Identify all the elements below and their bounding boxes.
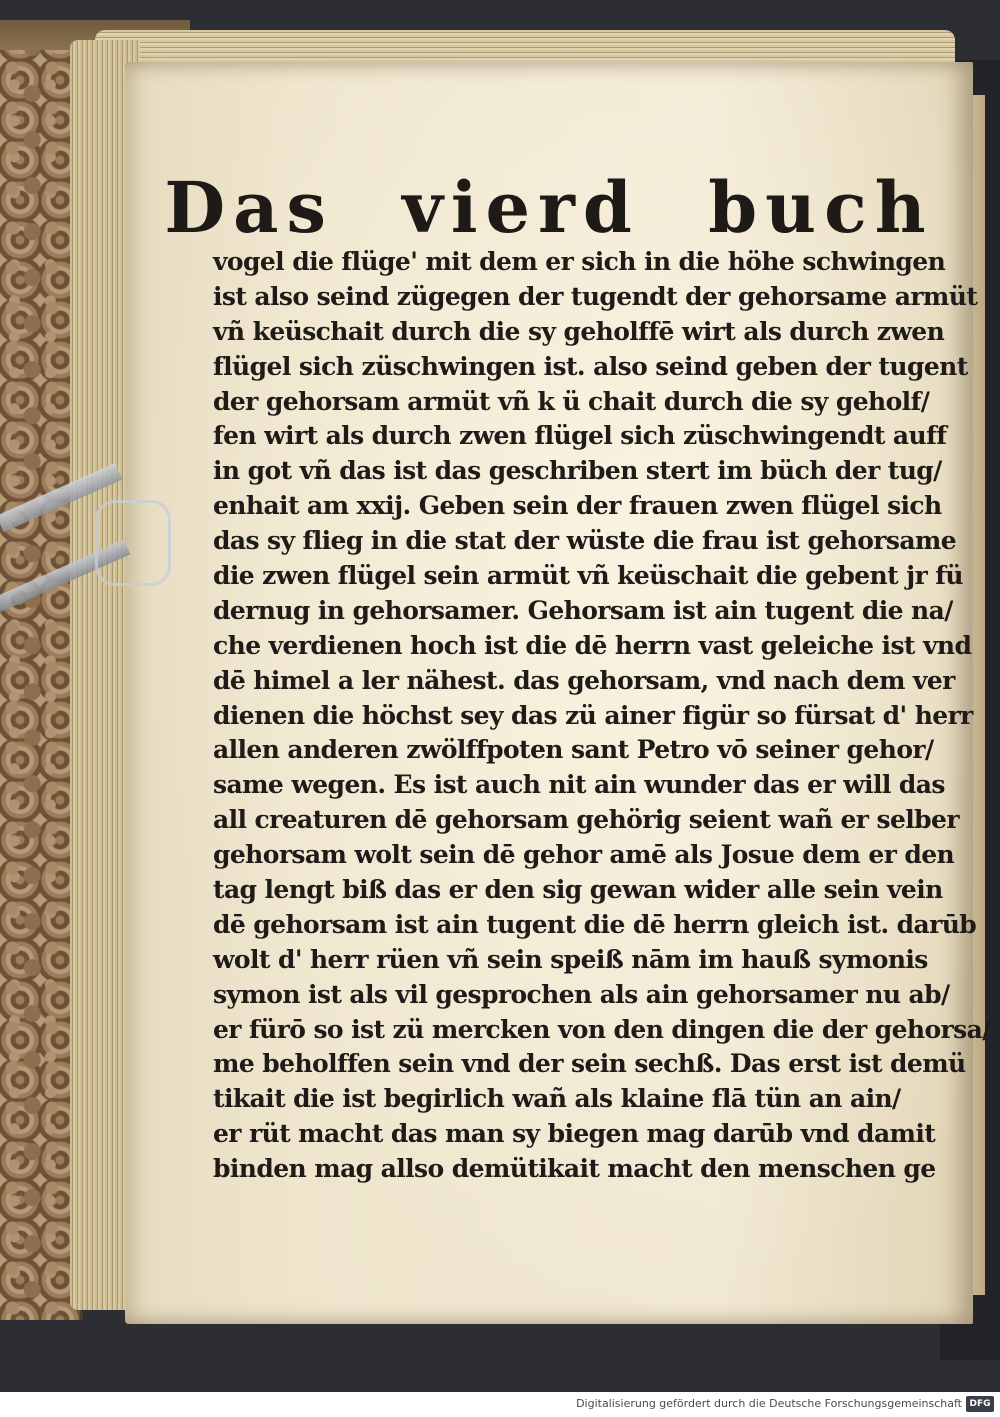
running-title: Das vierd buch xyxy=(164,166,934,249)
text-line: same wegen. Es ist auch nit ain wunder das er will das xyxy=(213,770,945,800)
text-line: vogel die flüge' mit dem er sich in die höhe schwingen xyxy=(213,247,946,276)
text-line: ist also seind zügegen der tugendt der gehorsame armüt xyxy=(213,281,978,311)
text-line: fen wirt als durch zwen flügel sich züschwingendt auff xyxy=(213,421,947,451)
text-line: che verdienen hoch ist die dē herrn vast geleiche ist vnd xyxy=(213,630,972,660)
text-line: me beholffen sein vnd der sein sechß. Das erst ist demü xyxy=(213,1049,966,1079)
text-line: binden mag allso demütikait macht den menschen ge xyxy=(213,1154,936,1184)
text-line: enhait am xxij. Geben sein der frauen zwen flügel sich xyxy=(213,491,942,521)
text-line: der gehorsam armüt vñ k ü chait durch die sy geholf/ xyxy=(213,386,930,416)
text-line: er fürō so ist zü mercken von den dingen die der gehorsa/ xyxy=(213,1014,991,1044)
text-line: dienen die höchst sey das zü ainer figür so fürsat d' herr xyxy=(213,700,973,730)
text-line: das sy flieg in die stat der wüste die frau ist gehorsame xyxy=(213,526,957,556)
text-line: vñ keüschait durch die sy geholffē wirt als durch zwen xyxy=(213,316,945,346)
text-line: in got vñ das ist das geschriben stert im büch der tug/ xyxy=(213,456,942,486)
text-line: dernug in gehorsamer. Gehorsam ist ain tugent die na/ xyxy=(213,595,953,625)
text-line: symon ist als vil gesprochen als ain gehorsamer nu ab/ xyxy=(213,979,950,1009)
footer-bar xyxy=(0,1392,1000,1417)
text-line: wolt d' herr rüen vñ sein speiß nām im hauß symonis xyxy=(213,944,928,974)
page-text xyxy=(213,245,991,1187)
text-line: er rüt macht das man sy biegen mag darūb vnd damit xyxy=(213,1119,936,1149)
text-line: die zwen flügel sein armüt vñ keüschait die gebent jr fü xyxy=(213,561,963,591)
text-line: gehorsam wolt sein dē gehor amē als Josue dem er den xyxy=(213,840,955,870)
text-line: tikait die ist begirlich wañ als klaine flā tün an ain/ xyxy=(213,1084,901,1114)
book-page xyxy=(125,62,991,1324)
funding-credit: Digitalisierung gefördert durch die Deutsche Forschungsgemeinschaft xyxy=(576,1397,962,1410)
page-holder-clip xyxy=(95,500,171,586)
dfg-logo-icon: DFG xyxy=(966,1396,994,1412)
text-line: allen anderen zwölffpoten sant Petro vō seiner gehor/ xyxy=(213,735,934,765)
text-line: tag lengt biß das er den sig gewan wider alle sein vein xyxy=(213,875,943,905)
text-line: all creaturen dē gehorsam gehörig seient wañ er selber xyxy=(213,805,959,835)
text-line: dē gehorsam ist ain tugent die dē herrn gleich ist. darūb xyxy=(213,909,977,939)
text-line: flügel sich züschwingen ist. also seind geben der tugent xyxy=(213,351,968,381)
text-line: dē himel a ler nähest. das gehorsam, vnd nach dem ver xyxy=(213,665,955,695)
